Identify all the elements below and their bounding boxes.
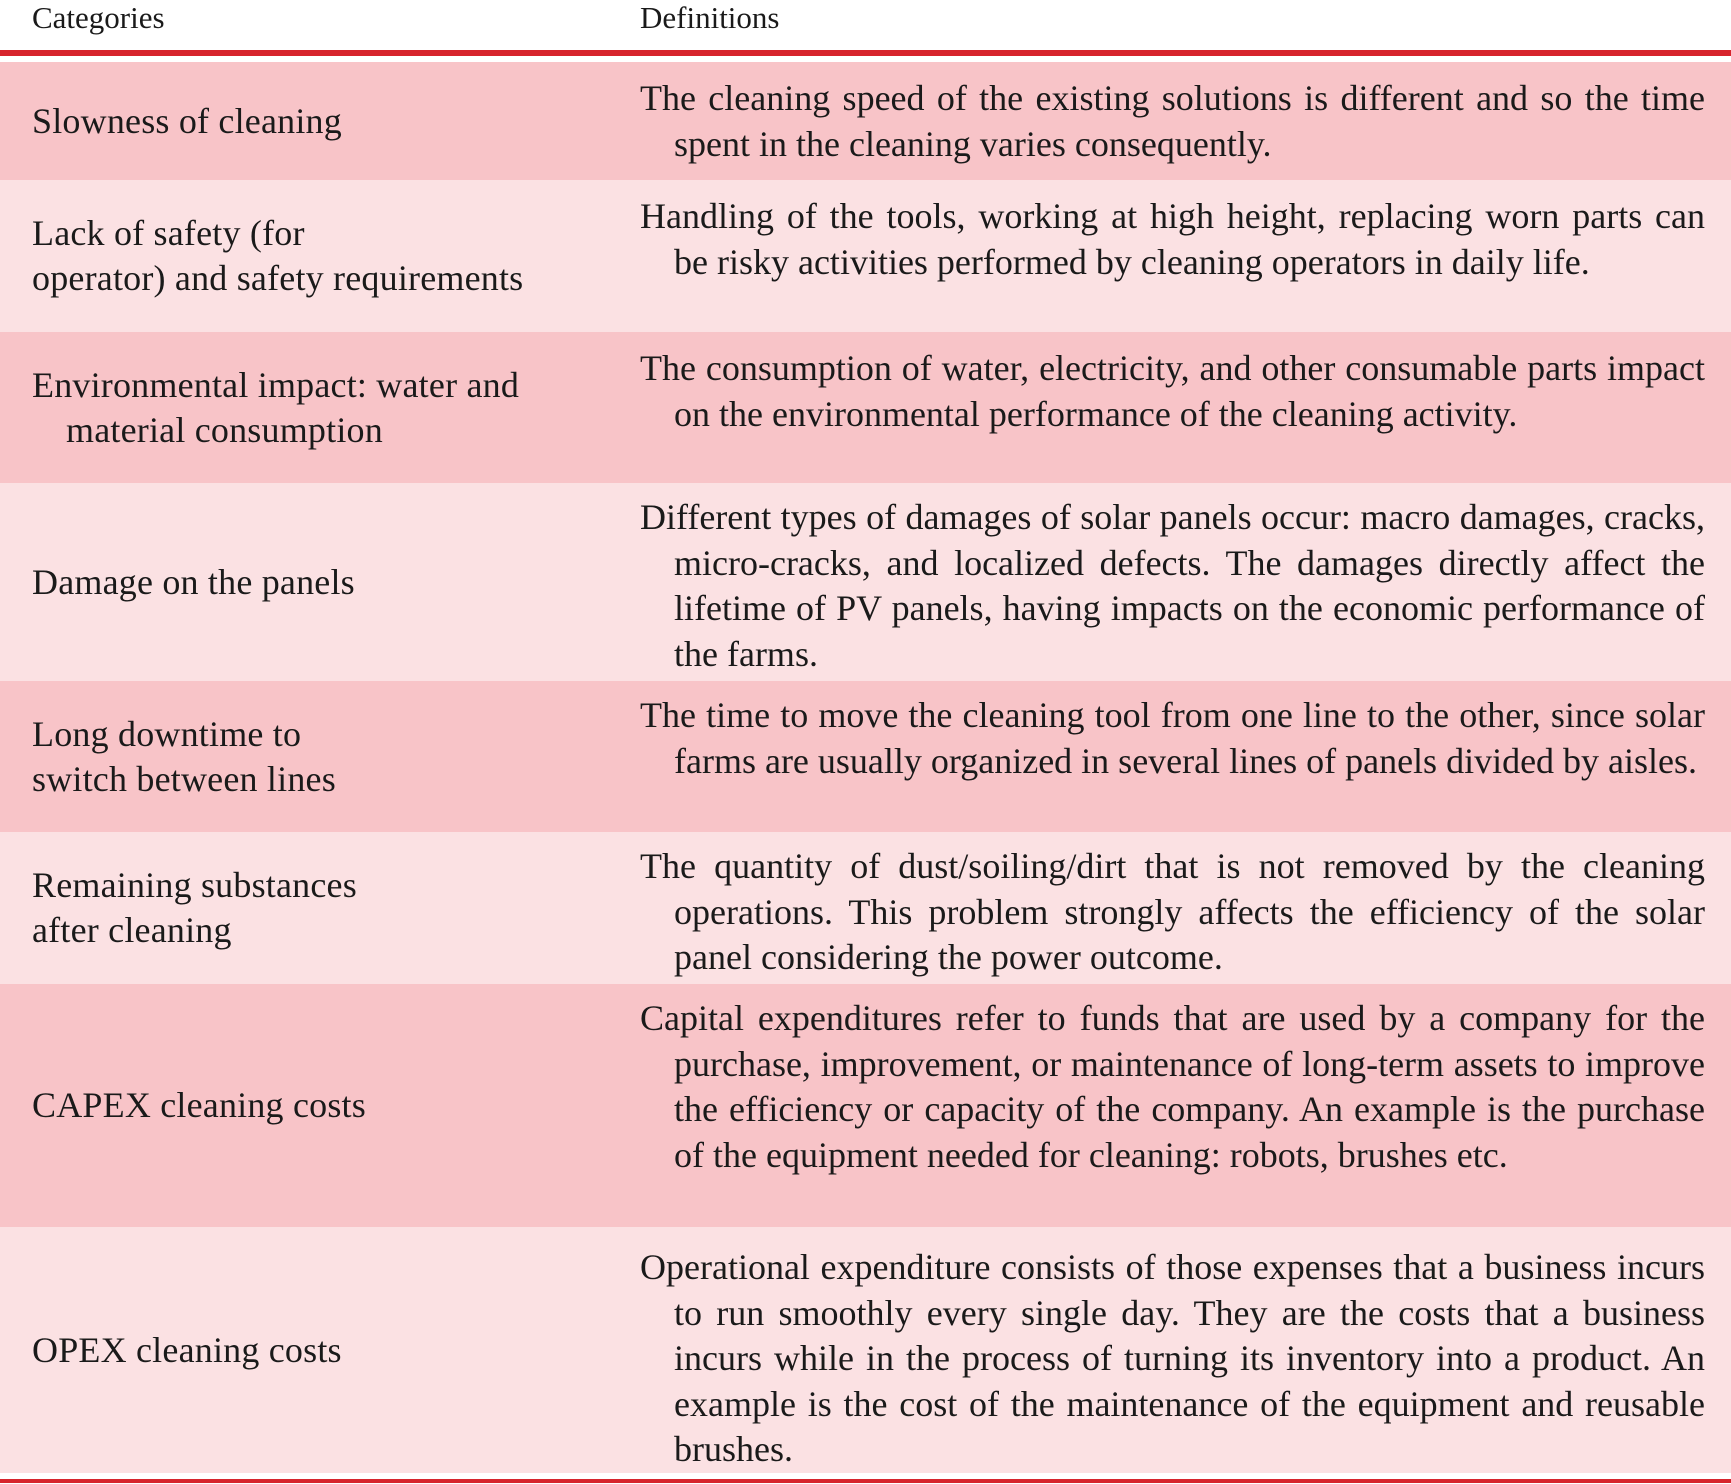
definition-text: Capital expenditures refer to funds that are used by a company for the purchase, improvement, or maintenance of long-term assets to improve the efficiency or capacity of the company. An example is the purchase of the equipment needed for cleaning: robots, brushes etc. (640, 998, 1705, 1175)
definition-cell (640, 194, 1705, 285)
definition-cell (640, 495, 1705, 677)
definition-cell (640, 76, 1705, 167)
bottom-rule (0, 1479, 1731, 1483)
table-row (0, 1227, 1731, 1473)
category-text: OPEX cleaning costs (32, 1329, 342, 1370)
category-text: Remaining substances after cleaning (32, 865, 357, 950)
definition-cell (640, 346, 1705, 437)
definition-text: Different types of damages of solar panels occur: macro damages, cracks, micro-cracks, and localized defects. The damages directly affect the lifetime of PV panels, having impacts on the economic performance of the farms. (640, 497, 1705, 674)
category-cell (32, 62, 617, 180)
category-text: Environmental impact: water and material consumption (32, 364, 520, 450)
definition-cell (640, 996, 1705, 1178)
definition-text: The quantity of dust/soiling/dirt that is not removed by the cleaning operations. This problem strongly affects the efficiency of the solar panel considering the power outcome. (640, 846, 1705, 978)
table-body (0, 62, 1731, 1473)
category-text: Damage on the panels (32, 561, 355, 602)
category-text: CAPEX cleaning costs (32, 1085, 366, 1125)
category-text: Long downtime to switch between lines (32, 713, 336, 799)
category-cell (32, 1227, 617, 1473)
category-cell (32, 681, 617, 832)
category-cell (32, 984, 617, 1227)
table-row (0, 832, 1731, 984)
category-cell (32, 180, 617, 332)
category-cell (32, 483, 617, 681)
category-cell (32, 332, 617, 483)
table-row (0, 483, 1731, 681)
category-text: Slowness of cleaning (32, 100, 342, 141)
table-header (0, 0, 1731, 56)
definition-text: The cleaning speed of the existing solutions is different and so the time spent in the cleaning varies consequently. (640, 78, 1705, 164)
definition-text: The consumption of water, electricity, and other consumable parts impact on the environmental performance of the cleaning activity. (640, 348, 1705, 434)
definition-cell (640, 1245, 1705, 1473)
header-definitions: Definitions (640, 0, 780, 35)
header-categories: Categories (32, 0, 165, 35)
table-row (0, 332, 1731, 483)
definition-cell (640, 844, 1705, 981)
definition-text: Handling of the tools, working at high height, replacing worn parts can be risky activities performed by cleaning operators in daily life. (640, 196, 1705, 282)
table-row (0, 62, 1731, 180)
table-row (0, 984, 1731, 1227)
table-row (0, 180, 1731, 332)
category-cell (32, 832, 617, 984)
category-text: Lack of safety (for operator) and safety requirements (32, 213, 524, 298)
definition-text: The time to move the cleaning tool from one line to the other, since solar farms are usually organized in several lines of panels divided by aisles. (640, 695, 1705, 781)
definition-text: Operational expenditure consists of those expenses that a business incurs to run smoothly every single day. They are the costs that a business incurs while in the process of turning its inventory into a product. An example is the cost of the maintenance of the equipment and reusable brushes. (640, 1247, 1705, 1470)
table-row (0, 681, 1731, 832)
definition-cell (640, 693, 1705, 784)
